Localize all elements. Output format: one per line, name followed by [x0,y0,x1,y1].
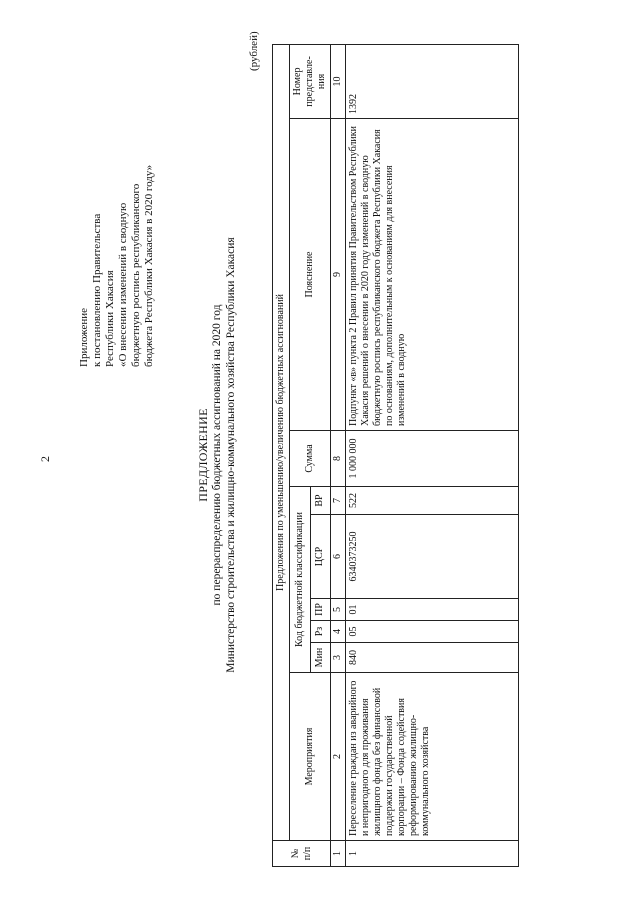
column-index: 7 [331,487,346,515]
column-index-row [331,44,346,866]
header-min: Мин [310,643,331,673]
row-rep-number: 1392 [346,44,519,118]
header-sum: Сумма [290,431,331,487]
appendix-line: к постановлению Правительства [91,213,103,367]
column-index: 5 [331,599,346,621]
column-index: 6 [331,515,346,599]
row-pr: 01 [346,599,519,621]
header-rep-number: Номер представле-ния [290,44,331,118]
header-activities: Мероприятия [290,673,331,841]
title-block [196,75,238,835]
row-sum: 1 000 000 [346,431,519,487]
row-explanation: Подпункт «в» пункта 2 Правил принятия Правительством Республики Хакасия решений о внесении в 2020 году изменений в сводную бюджетную роспись республиканского бюджета Республики Хакасия по основаниям, дополнительным к основаниям для внесения изменений в сводную [346,119,519,431]
column-index: 2 [331,673,346,841]
document-subtitle: по перераспределению бюджетных ассигнований на 2020 год [211,304,223,606]
header-explanation: Пояснение [290,119,331,431]
units-label: (рублей) [248,31,260,71]
header-csr: ЦСР [310,515,331,599]
column-index: 8 [331,431,346,487]
appendix-block [78,27,156,367]
page-number: 2 [38,456,52,462]
column-index: 10 [331,44,346,118]
column-index: 3 [331,643,346,673]
row-num: 1 [346,841,519,867]
header-group: Предложения по уменьшению/увеличению бюджетных ассигнований [273,44,290,840]
column-index: 9 [331,119,346,431]
column-index: 4 [331,621,346,643]
header-code-group: Код бюджетной классификации [290,487,311,673]
row-min: 840 [346,643,519,673]
header-pr: ПР [310,599,331,621]
appendix-line: Республики Хакасия [104,270,116,367]
header-rz: Рз [310,621,331,643]
ministry-name: Министерство строительства и жилищно-коммунального хозяйства Республики Хакасия [225,237,237,673]
row-activity: Переселение граждан из аварийного и непригодного для проживания жилищного фонда без финансовой поддержки государственной корпорации – Фонда содействия реформированию жилищно-коммунального хозяйства [346,673,519,841]
row-csr: 6340373250 [346,515,519,599]
appendix-line: Приложение [78,307,90,367]
table-row [346,44,519,866]
column-index: 1 [331,841,346,867]
appendix-line: «О внесении изменений в сводную [117,202,129,367]
header-vr: ВР [310,487,331,515]
allocation-table [272,44,519,867]
header-num: № п/п [273,841,331,867]
appendix-line: бюджетную роспись республиканского [130,183,142,367]
row-vr: 522 [346,487,519,515]
row-rz: 05 [346,621,519,643]
allocation-table-wrapper [272,45,519,867]
document-title: ПРЕДЛОЖЕНИЕ [196,408,210,502]
appendix-line: бюджета Республики Хакасия в 2020 году» [143,164,155,367]
